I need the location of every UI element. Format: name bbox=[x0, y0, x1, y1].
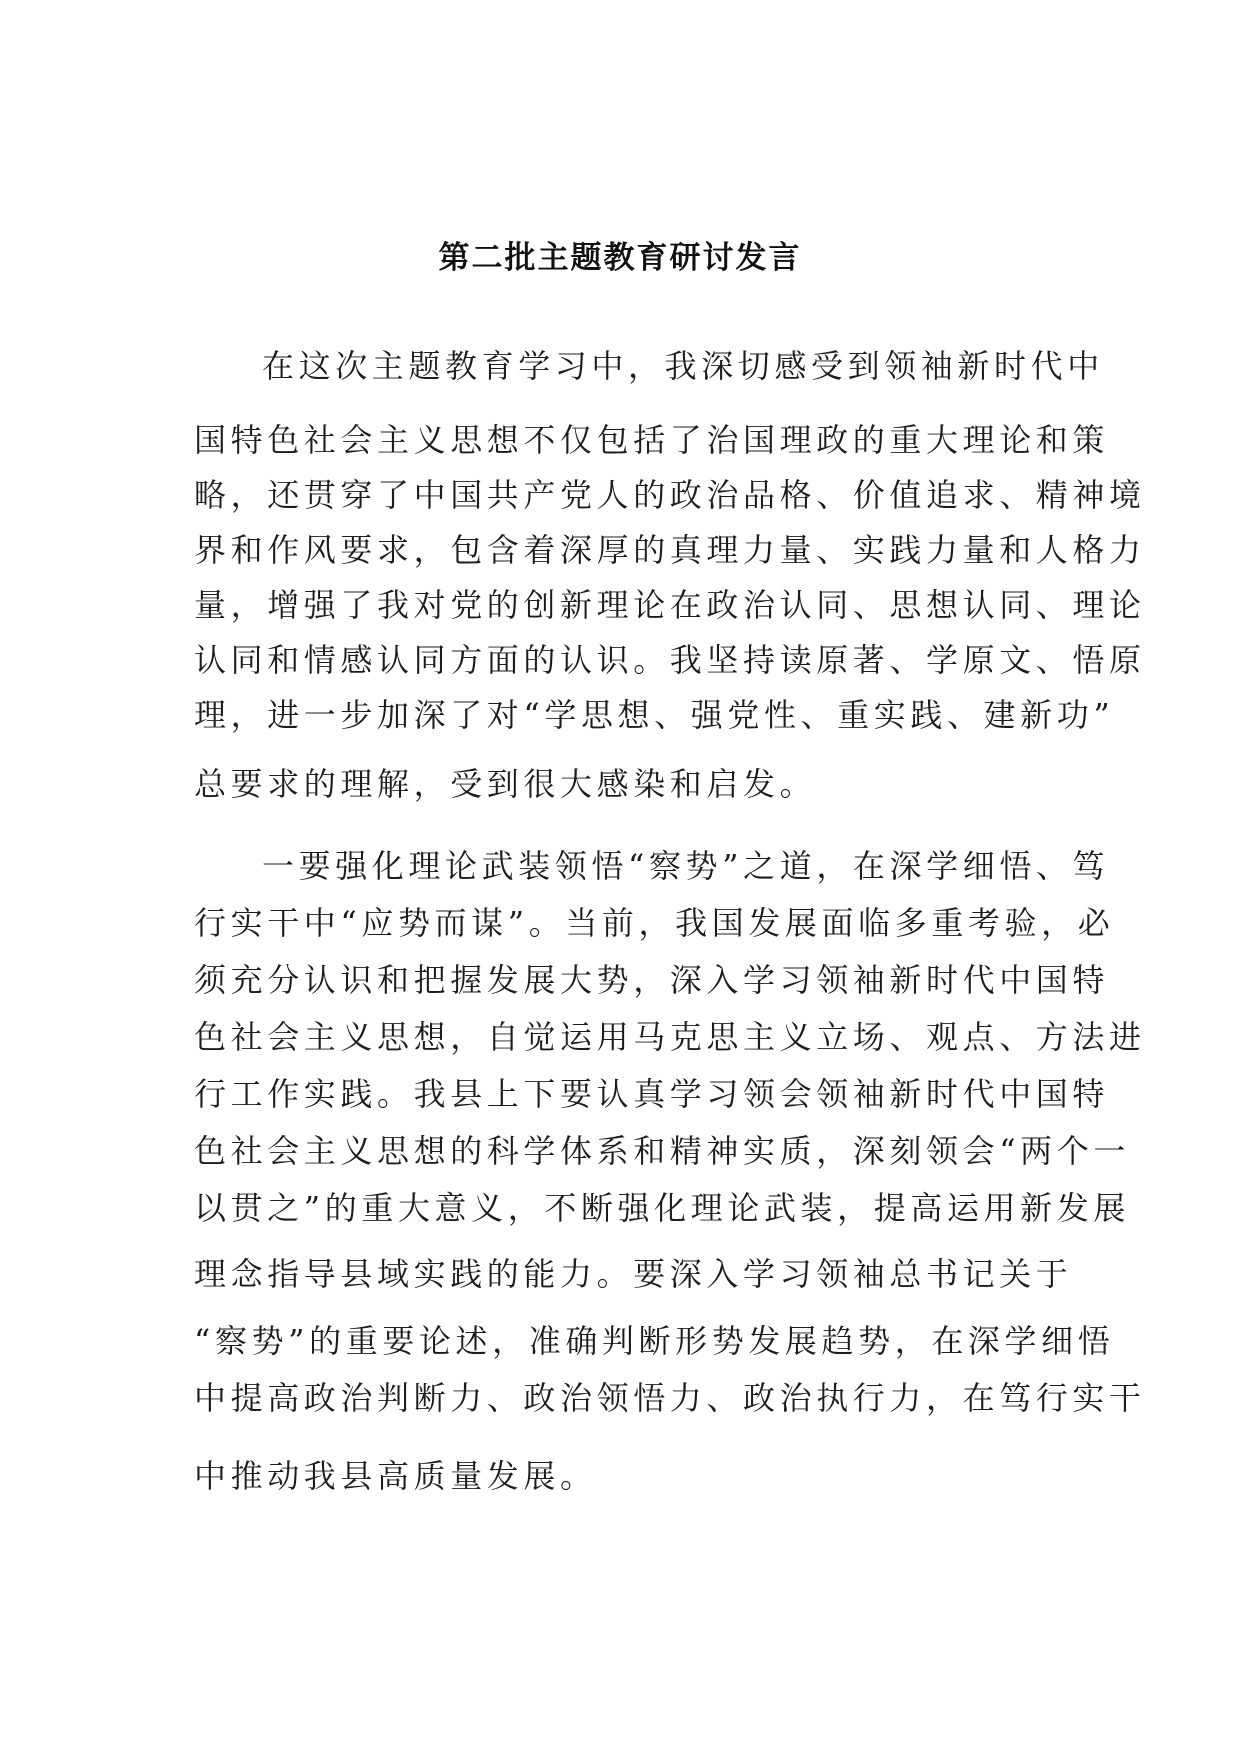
paragraph-2-line-3: 须充分认识和把握发展大势，深入学习领袖新时代中国特 bbox=[194, 961, 1110, 999]
paragraph-1-line-8: 总要求的理解，受到很大感染和启发。 bbox=[194, 765, 817, 803]
paragraph-1-line-7: 理，进一步加深了对“学思想、强党性、重实践、建新功” bbox=[194, 696, 1115, 734]
paragraph-2-line-6: 色社会主义思想的科学体系和精神实质，深刻领会“两个一 bbox=[194, 1132, 1130, 1170]
paragraph-1-line-6: 认同和情感认同方面的认识。我坚持读原著、学原文、悟原 bbox=[194, 641, 1146, 679]
paragraph-1-line-5: 量，增强了我对党的创新理论在政治认同、思想认同、理论 bbox=[194, 586, 1146, 624]
paragraph-2-line-2: 行实干中“应势而谋”。当前，我国发展面临多重考验，必 bbox=[194, 904, 1115, 942]
document-title: 第二批主题教育研讨发言 bbox=[438, 240, 802, 276]
paragraph-2-line-9: “察势”的重要论述，准确判断形势发展趋势，在深学细悟 bbox=[194, 1322, 1115, 1360]
paragraph-2-line-7: 以贯之”的重大意义，不断强化理论武装，提高运用新发展 bbox=[194, 1189, 1130, 1227]
paragraph-1-line-1: 在这次主题教育学习中，我深切感受到领袖新时代中 bbox=[262, 347, 1104, 385]
paragraph-1-line-4: 界和作风要求，包含着深厚的真理力量、实践力量和人格力 bbox=[194, 531, 1146, 569]
paragraph-1-line-2: 国特色社会主义思想不仅包括了治国理政的重大理论和策 bbox=[194, 421, 1110, 459]
paragraph-2-line-5: 行工作实践。我县上下要认真学习领会领袖新时代中国特 bbox=[194, 1075, 1110, 1113]
paragraph-2-line-1: 一要强化理论武装领悟“察势”之道，在深学细悟、笃 bbox=[262, 847, 1110, 885]
paragraph-2-line-10: 中提高政治判断力、政治领悟力、政治执行力，在笃行实干 bbox=[194, 1379, 1146, 1417]
paragraph-2-line-8: 理念指导县域实践的能力。要深入学习领袖总书记关于 bbox=[194, 1255, 1073, 1293]
paragraph-2-line-4: 色社会主义思想，自觉运用马克思主义立场、观点、方法进 bbox=[194, 1018, 1146, 1056]
paragraph-1-line-3: 略，还贯穿了中国共产党人的政治品格、价值追求、精神境 bbox=[194, 476, 1146, 514]
paragraph-2-line-11: 中推动我县高质量发展。 bbox=[194, 1457, 597, 1495]
